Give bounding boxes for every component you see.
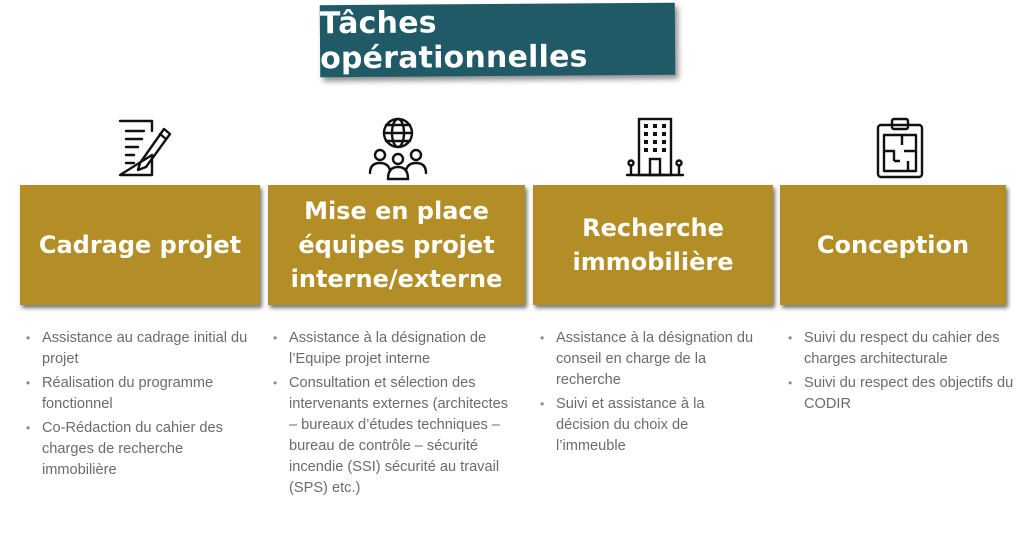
list-item: • Assistance au cadrage initial du projet bbox=[26, 328, 256, 370]
bullet-list-recherche bbox=[540, 328, 760, 460]
bullet-list-mise-en-place bbox=[273, 328, 513, 502]
office-building-icon bbox=[625, 115, 685, 181]
list-item: • Suivi et assistance à la décision du choix de l’immeuble bbox=[540, 394, 760, 457]
card-cadrage-projet bbox=[20, 185, 260, 305]
card-recherche-immobiliere bbox=[533, 185, 773, 305]
list-item: • Assistance à la désignation de l’Equipe projet interne bbox=[273, 328, 513, 370]
title-banner bbox=[320, 3, 675, 77]
clipboard-plan-icon bbox=[870, 115, 930, 181]
card-conception bbox=[780, 185, 1006, 305]
list-item: • Co-Rédaction du cahier des charges de recherche immobilière bbox=[26, 418, 256, 481]
page-title: Tâches opérationnelles bbox=[319, 5, 588, 77]
document-edit-icon bbox=[112, 115, 172, 181]
list-item: • Suivi du respect des objectifs du CODIR bbox=[788, 373, 1018, 415]
list-item: • Réalisation du programme fonctionnel bbox=[26, 373, 256, 415]
bullet-list-cadrage bbox=[26, 328, 256, 484]
card-heading: Conception bbox=[816, 231, 970, 259]
list-item: • Consultation et sélection des intervenants externes (architectes – bureaux d’études techniques – bureau de contrôle – sécurité incendie (SSI) sécurité au travail (SPS) etc.) bbox=[273, 373, 513, 499]
card-heading: Recherche immobilière bbox=[572, 214, 734, 276]
team-globe-icon bbox=[368, 115, 428, 181]
list-item: • Suivi du respect du cahier des charges architecturale bbox=[788, 328, 1018, 370]
bullet-list-conception bbox=[788, 328, 1018, 418]
card-heading: Cadrage projet bbox=[38, 231, 242, 259]
list-item: • Assistance à la désignation du conseil en charge de la recherche bbox=[540, 328, 760, 391]
card-mise-en-place bbox=[268, 185, 525, 305]
card-heading: Mise en place équipes projet interne/externe bbox=[290, 197, 503, 293]
